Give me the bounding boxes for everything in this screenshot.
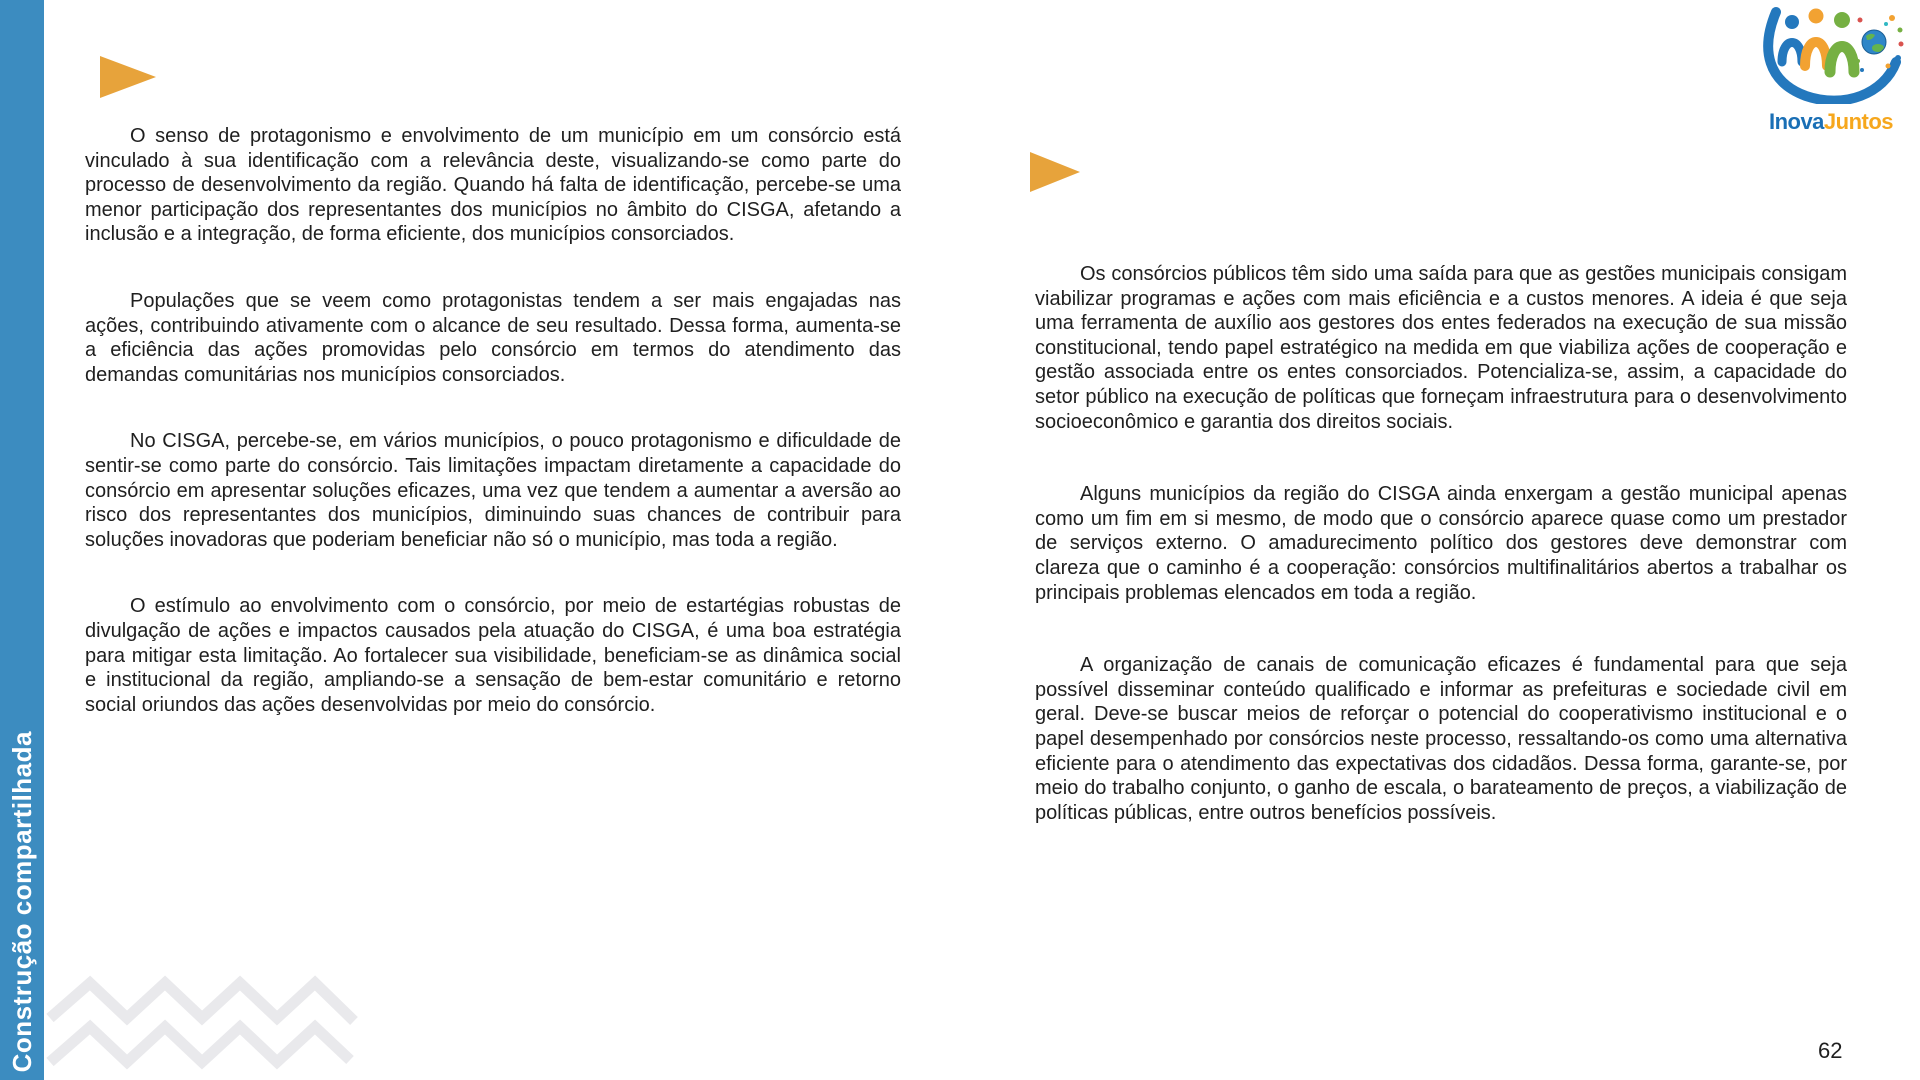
logo-word-inova: Inova bbox=[1768, 109, 1824, 134]
logo-wordmark bbox=[1757, 111, 1905, 133]
paragraph: O senso de protagonismo e envolvimento de um município em um consórcio está vinculado à sua identificação com a relevância deste, visualizando-se como parte do processo de desenvolvimento da região. Quando há falta de identificação, percebe-se uma menor participação dos representantes dos municípios no âmbito do CISGA, afetando a inclusão e a integração, de forma eficiente, dos municípios consorciados. bbox=[85, 125, 901, 246]
paragraph: No CISGA, percebe-se, em vários municípios, o pouco protagonismo e dificuldade de sentir-se como parte do consórcio. Tais limitações impactam diretamente a capacidade do consórcio em apresentar soluções eficazes, uma vez que tendem a aumentar a aversão ao risco dos representantes dos municípios, diminuindo suas chances de contribuir para soluções inovadoras que poderiam beneficiar não só o município, mas toda a região. bbox=[85, 430, 901, 551]
triangle-right-icon bbox=[1030, 152, 1080, 192]
sidebar-label bbox=[0, 731, 44, 1072]
logo-word-juntos: Juntos bbox=[1823, 109, 1894, 134]
paragraph: A organização de canais de comunicação eficazes é fundamental para que seja possível disseminar conteúdo qualificado e informar as prefeituras e sociedade civil em geral. Deve-se buscar meios de reforçar o potencial do cooperativismo institucional e o papel desempenhado por consórcios neste processo, ressaltando-os como uma alternativa eficiente para o atendimento das expectativas dos cidadãos. Dessa forma, garante-se, por meio do trabalho conjunto, o ganho de escala, o barateamento de preços, a viabilização de políticas públicas, entre outros benefícios possíveis. bbox=[1035, 654, 1847, 824]
right-column bbox=[1035, 262, 1847, 873]
triangle-right-icon bbox=[100, 56, 156, 98]
page-number: 62 bbox=[1818, 1038, 1843, 1063]
double-zigzag-chevron-icon bbox=[44, 975, 364, 1075]
inovajuntos-people-globe-icon bbox=[1758, 6, 1904, 104]
sidebar-label-text: Construção compartilhada bbox=[6, 730, 37, 1072]
inovajuntos-logo bbox=[1757, 6, 1905, 133]
paragraph: O estímulo ao envolvimento com o consórcio, por meio de estartégias robustas de divulgação de ações e impactos causados pela atuação do CISGA, é uma boa estratégia para mitigar esta limitação. Ao fortalecer sua visibilidade, beneficiam-se as dinâmica social e institucional da região, ampliando-se a sensação de bem-estar comunitário e retorno social oriundos das ações desenvolvidas por meio do consórcio. bbox=[85, 595, 901, 716]
left-column bbox=[85, 124, 901, 759]
paragraph: Populações que se veem como protagonistas tendem a ser mais engajadas nas ações, contribuindo ativamente com o alcance de seu resultado. Dessa forma, aumenta-se a eficiência das ações promovidas pelo consórcio em termos do atendimento das demandas comunitárias nos municípios consorciados. bbox=[85, 289, 901, 386]
paragraph: Alguns municípios da região do CISGA ainda enxergam a gestão municipal apenas como um fim em si mesmo, de modo que o consórcio aparece quase como um prestador de serviços externo. O amadurecimento político dos gestores deve demonstrar com clareza que o caminho é a cooperação: consórcios multifinalitários abertos a trabalhar os principais problemas elencados em toda a região. bbox=[1035, 483, 1847, 604]
paragraph: Os consórcios públicos têm sido uma saída para que as gestões municipais consigam viabilizar programas e ações com mais eficiência e a custos menores. A ideia é que seja uma ferramenta de auxílio aos gestores dos entes federados na execução de sua missão constitucional, tendo papel estratégico na medida em que viabiliza ações de cooperação e gestão associada entre os entes consorciados. Potencializa-se, assim, a capacidade do setor público na execução de políticas que forneçam infraestrutura para o desenvolvimento socioeconômico e garantia dos direitos sociais. bbox=[1035, 263, 1847, 433]
